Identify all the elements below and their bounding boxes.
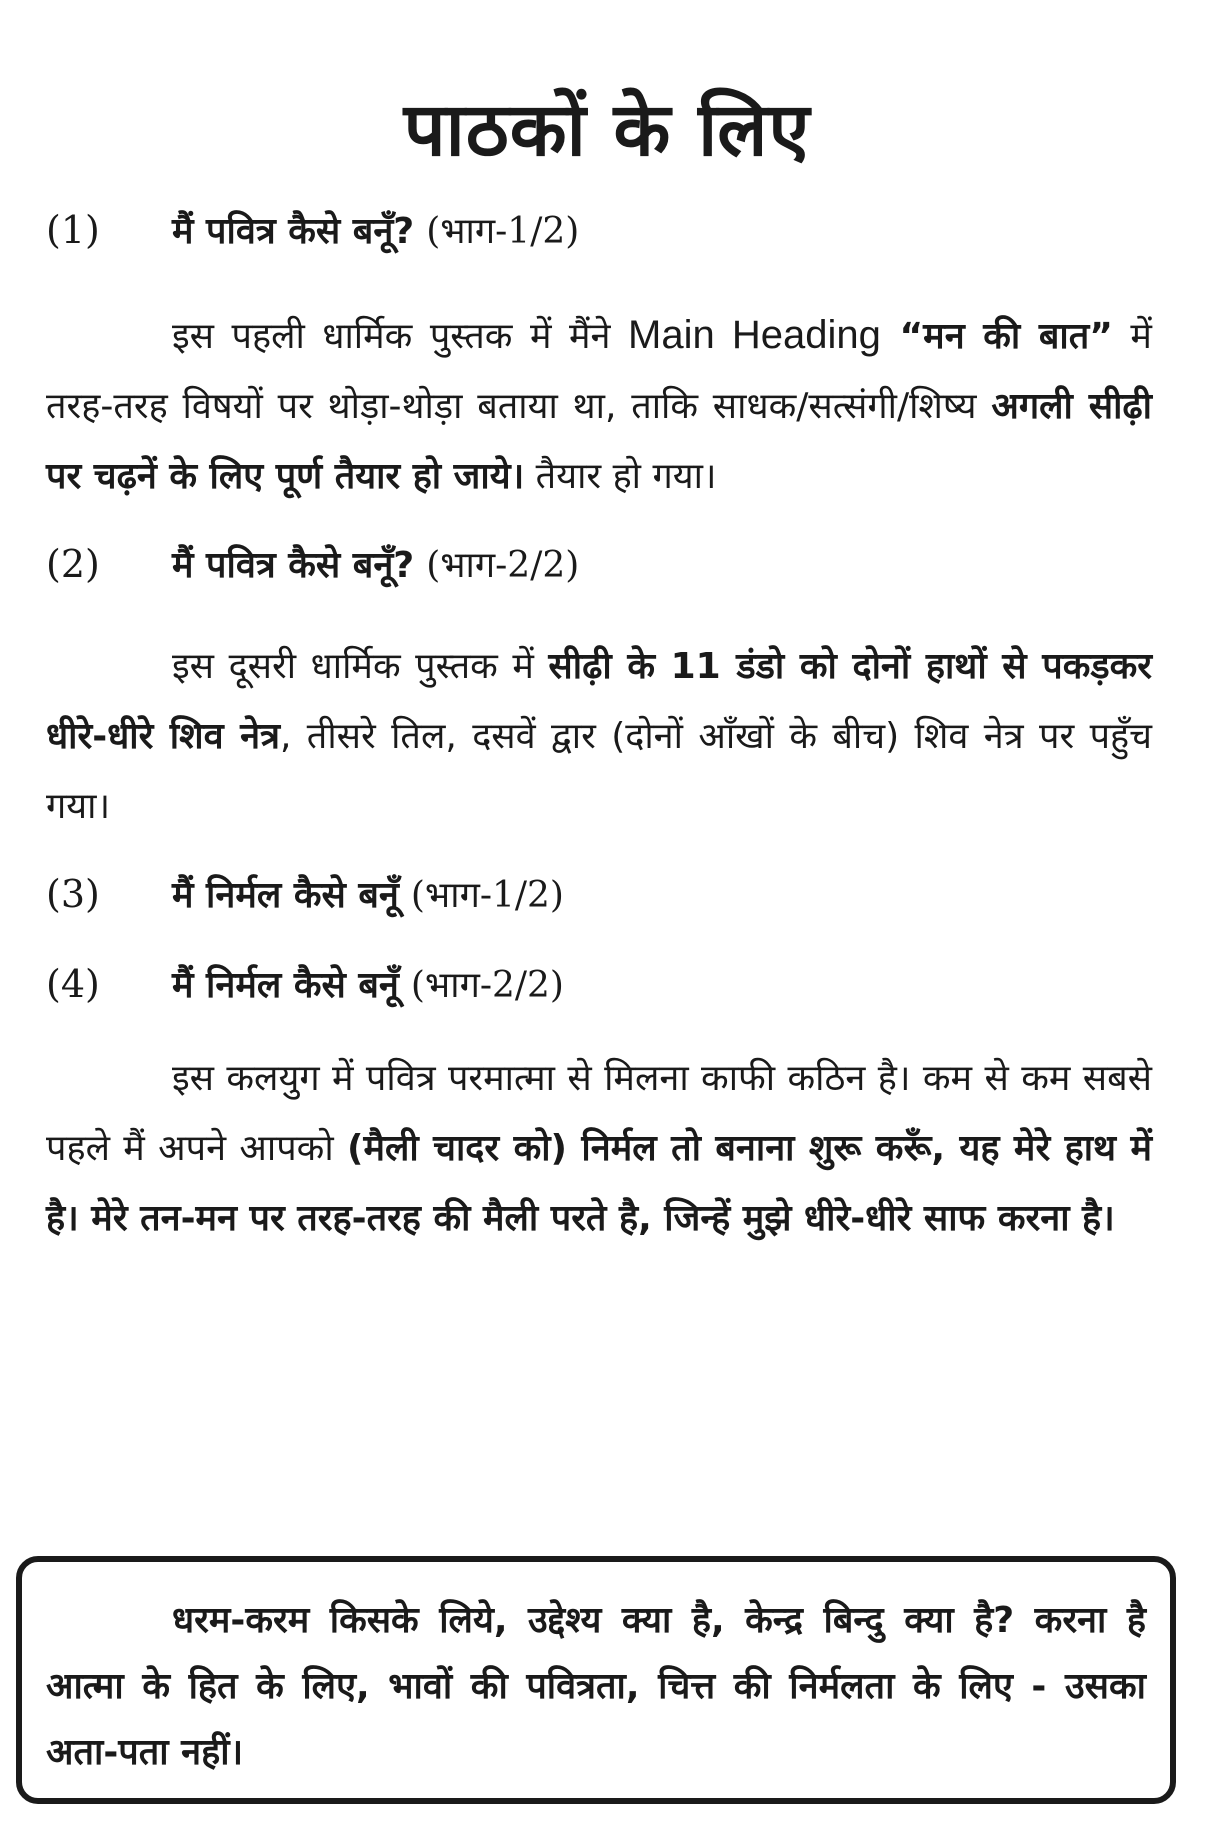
page-title: पाठकों के लिए <box>403 86 811 173</box>
item-part: (भाग-1/2) <box>410 875 564 916</box>
item-title: मैं पवित्र कैसे बनूँ? <box>172 211 415 252</box>
text-segment-latin: Main Heading <box>628 313 881 357</box>
item-heading-2 <box>46 534 1152 594</box>
item-part: (भाग-1/2) <box>426 211 580 252</box>
text-segment: तैयार हो गया। <box>524 456 717 497</box>
item-part: (भाग-2/2) <box>410 965 564 1006</box>
item-number: (2) <box>46 542 100 586</box>
item-title: मैं निर्मल कैसे बनूँ <box>172 965 399 1006</box>
item-title: मैं पवित्र कैसे बनूँ? <box>172 545 415 586</box>
quote-box <box>16 1556 1176 1804</box>
item-number: (1) <box>46 208 100 252</box>
item-heading-4 <box>46 954 1152 1014</box>
item-paragraph-4 <box>46 1044 1152 1254</box>
item-title: मैं निर्मल कैसे बनूँ <box>172 875 399 916</box>
readers-note-content <box>46 200 1152 1254</box>
text-segment: इस पहली धार्मिक पुस्तक में मैंने <box>172 316 629 357</box>
text-segment-bold: “मन की बात” <box>880 316 1113 357</box>
item-part: (भाग-2/2) <box>426 545 580 586</box>
item-paragraph-1 <box>46 300 1152 512</box>
item-number: (4) <box>46 962 100 1006</box>
text-segment: इस कलयुग में पवित्र परमात्मा से मिलना काफी कठिन है। कम से कम सबसे पहले मैं अपने आपको <box>46 1058 1152 1169</box>
text-segment-bold: सीढ़ी के 11 डंडो को दोनों हाथों से पकड़कर धीरे-धीरे शिव नेत्र <box>46 646 1153 757</box>
item-paragraph-2 <box>46 632 1152 842</box>
item-heading-1 <box>46 200 1152 260</box>
text-segment-bold: अगली सीढ़ी पर चढ़नें के लिए पूर्ण तैयार हो जाये। <box>46 386 1152 497</box>
text-segment-bold: (मैली चादर को) निर्मल तो बनाना शुरू करूँ, यह मेरे हाथ में है। मेरे तन-मन पर तरह-तरह की मैली परते है, जिन्हें मुझे धीरे-धीरे साफ करना है। <box>46 1128 1153 1239</box>
text-segment: में तरह-तरह विषयों पर थोड़ा-थोड़ा बताया था, ताकि साधक/सत्संगी/शिष्य <box>46 316 1152 427</box>
item-heading-3 <box>46 864 1152 924</box>
text-segment: , तीसरे तिल, दसवें द्वार (दोनों आँखों के बीच) शिव नेत्र पर पहुँच गया। <box>46 716 1152 827</box>
quote-text: धरम-करम किसके लिये, उद्देश्य क्या है, केन्द्र बिन्दु क्या है? करना है आत्मा के हित के लिए, भावों की पवित्रता, चित्त की निर्मलता के लिए - उसका अता-पता नहीं। <box>46 1600 1146 1773</box>
item-number: (3) <box>46 872 100 916</box>
text-segment: इस दूसरी धार्मिक पुस्तक में <box>172 646 549 687</box>
